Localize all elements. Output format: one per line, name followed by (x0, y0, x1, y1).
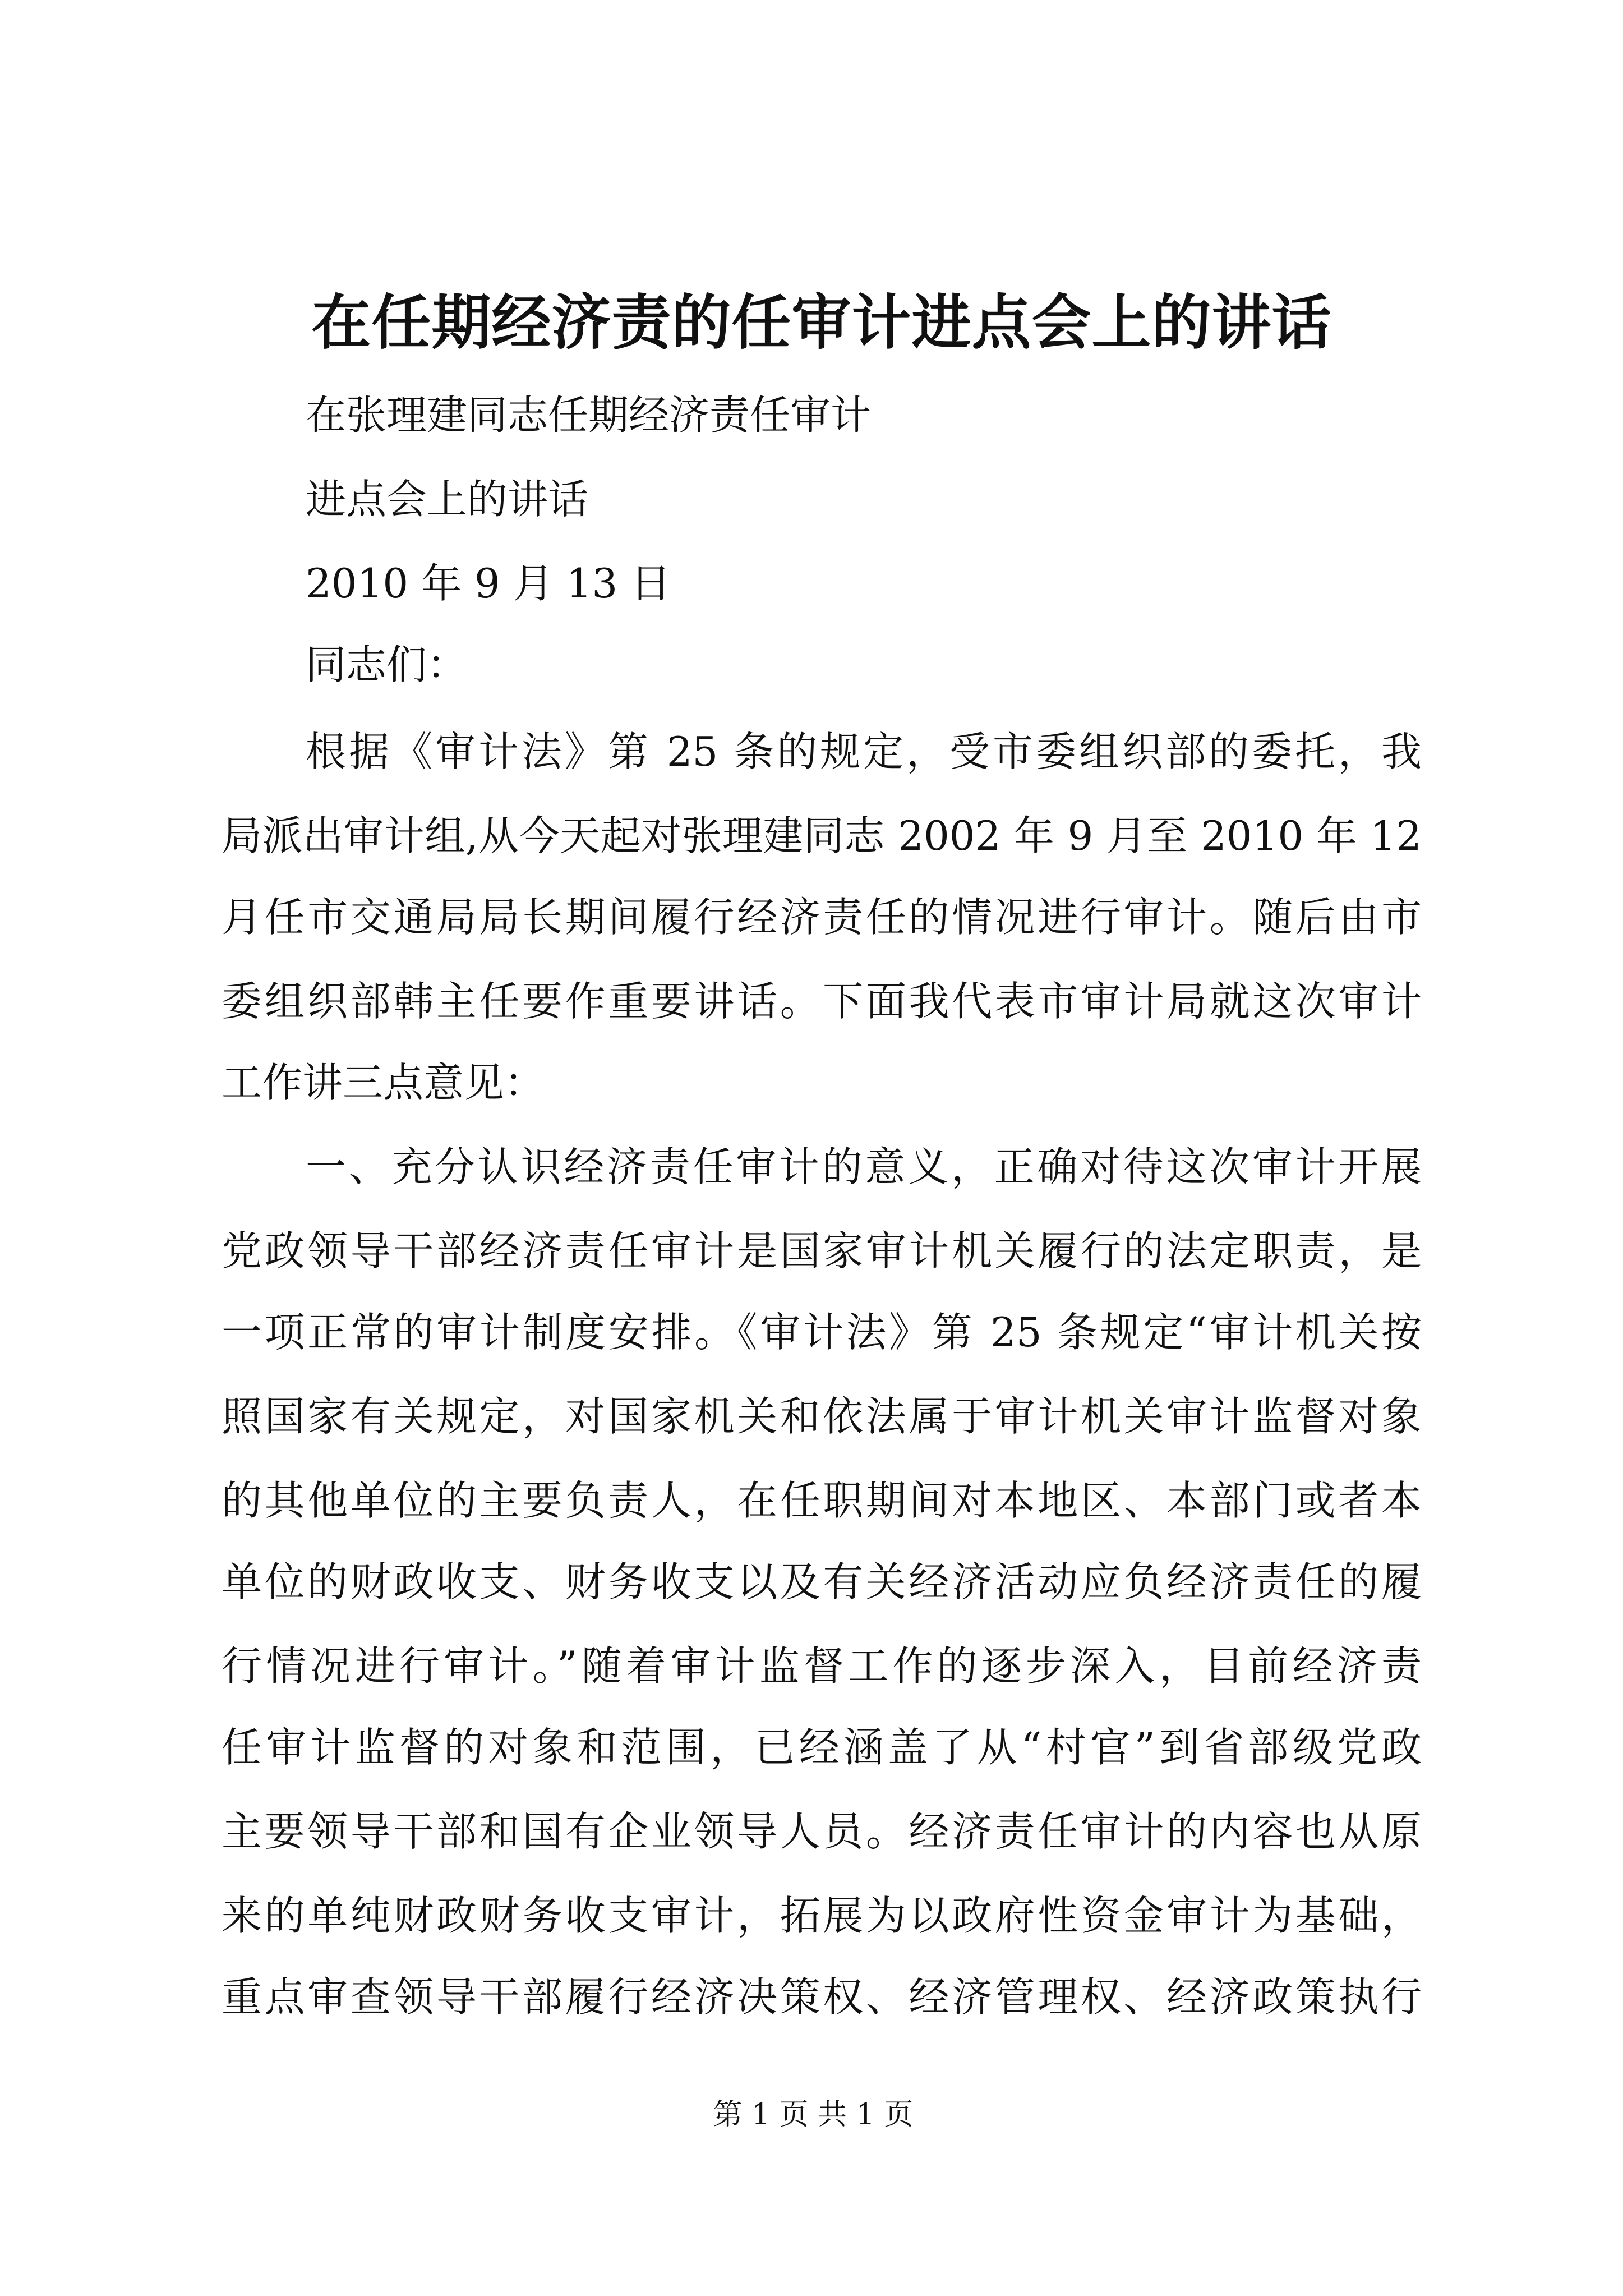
paragraph2-line-3: 照国家有关规定，对国家机关和依法属于审计机关审计监督对象 (222, 1393, 1422, 1440)
page-footer: 第 1 页 共 1 页 (713, 2098, 914, 2132)
salutation: 同志们： (306, 641, 468, 688)
paragraph2-line-1: 党政领导干部经济责任审计是国家审计机关履行的法定职责，是 (222, 1227, 1422, 1274)
paragraph1-line-5: 工作讲三点意见： (222, 1059, 545, 1106)
paragraph1-line-4: 委组织部韩主任要作重要讲话。下面我代表市审计局就这次审计 (222, 978, 1422, 1025)
paragraph1-line-1: 根据《审计法》第 25 条的规定，受市委组织部的委托，我 (306, 728, 1422, 775)
header-line-2: 进点会上的讲话 (306, 476, 589, 523)
paragraph2-line-9: 来的单纯财政财务收支审计，拓展为以政府性资金审计为基础， (222, 1892, 1422, 1939)
section1-heading: 一、充分认识经济责任审计的意义，正确对待这次审计开展 (306, 1143, 1422, 1190)
paragraph2-line-4: 的其他单位的主要负责人，在任职期间对本地区、本部门或者本 (222, 1477, 1422, 1524)
document-title: 在任期经济责的任审计进点会上的讲话 (311, 287, 1332, 357)
header-line-1: 在张理建同志任期经济责任审计 (306, 392, 872, 439)
paragraph2-line-10: 重点审查领导干部履行经济决策权、经济管理权、经济政策执行 (222, 1973, 1422, 2021)
paragraph1-line-3: 月任市交通局局长期间履行经济责任的情况进行审计。随后由市 (222, 894, 1422, 941)
paragraph1-line-2: 局派出审计组,从今天起对张理建同志 2002 年 9 月至 2010 年 12 (222, 812, 1422, 859)
paragraph2-line-8: 主要领导干部和国有企业领导人员。经济责任审计的内容也从原 (222, 1808, 1422, 1855)
paragraph2-line-7: 任审计监督的对象和范围，已经涵盖了从“村官”到省部级党政 (222, 1724, 1422, 1771)
paragraph2-line-6: 行情况进行审计。”随着审计监督工作的逐步深入，目前经济责 (222, 1642, 1422, 1690)
paragraph2-line-5: 单位的财政收支、财务收支以及有关经济活动应负经济责任的履 (222, 1558, 1422, 1605)
date-line: 2010 年 9 月 13 日 (306, 560, 671, 607)
paragraph2-line-2: 一项正常的审计制度安排。《审计法》第 25 条规定“审计机关按 (222, 1309, 1422, 1356)
